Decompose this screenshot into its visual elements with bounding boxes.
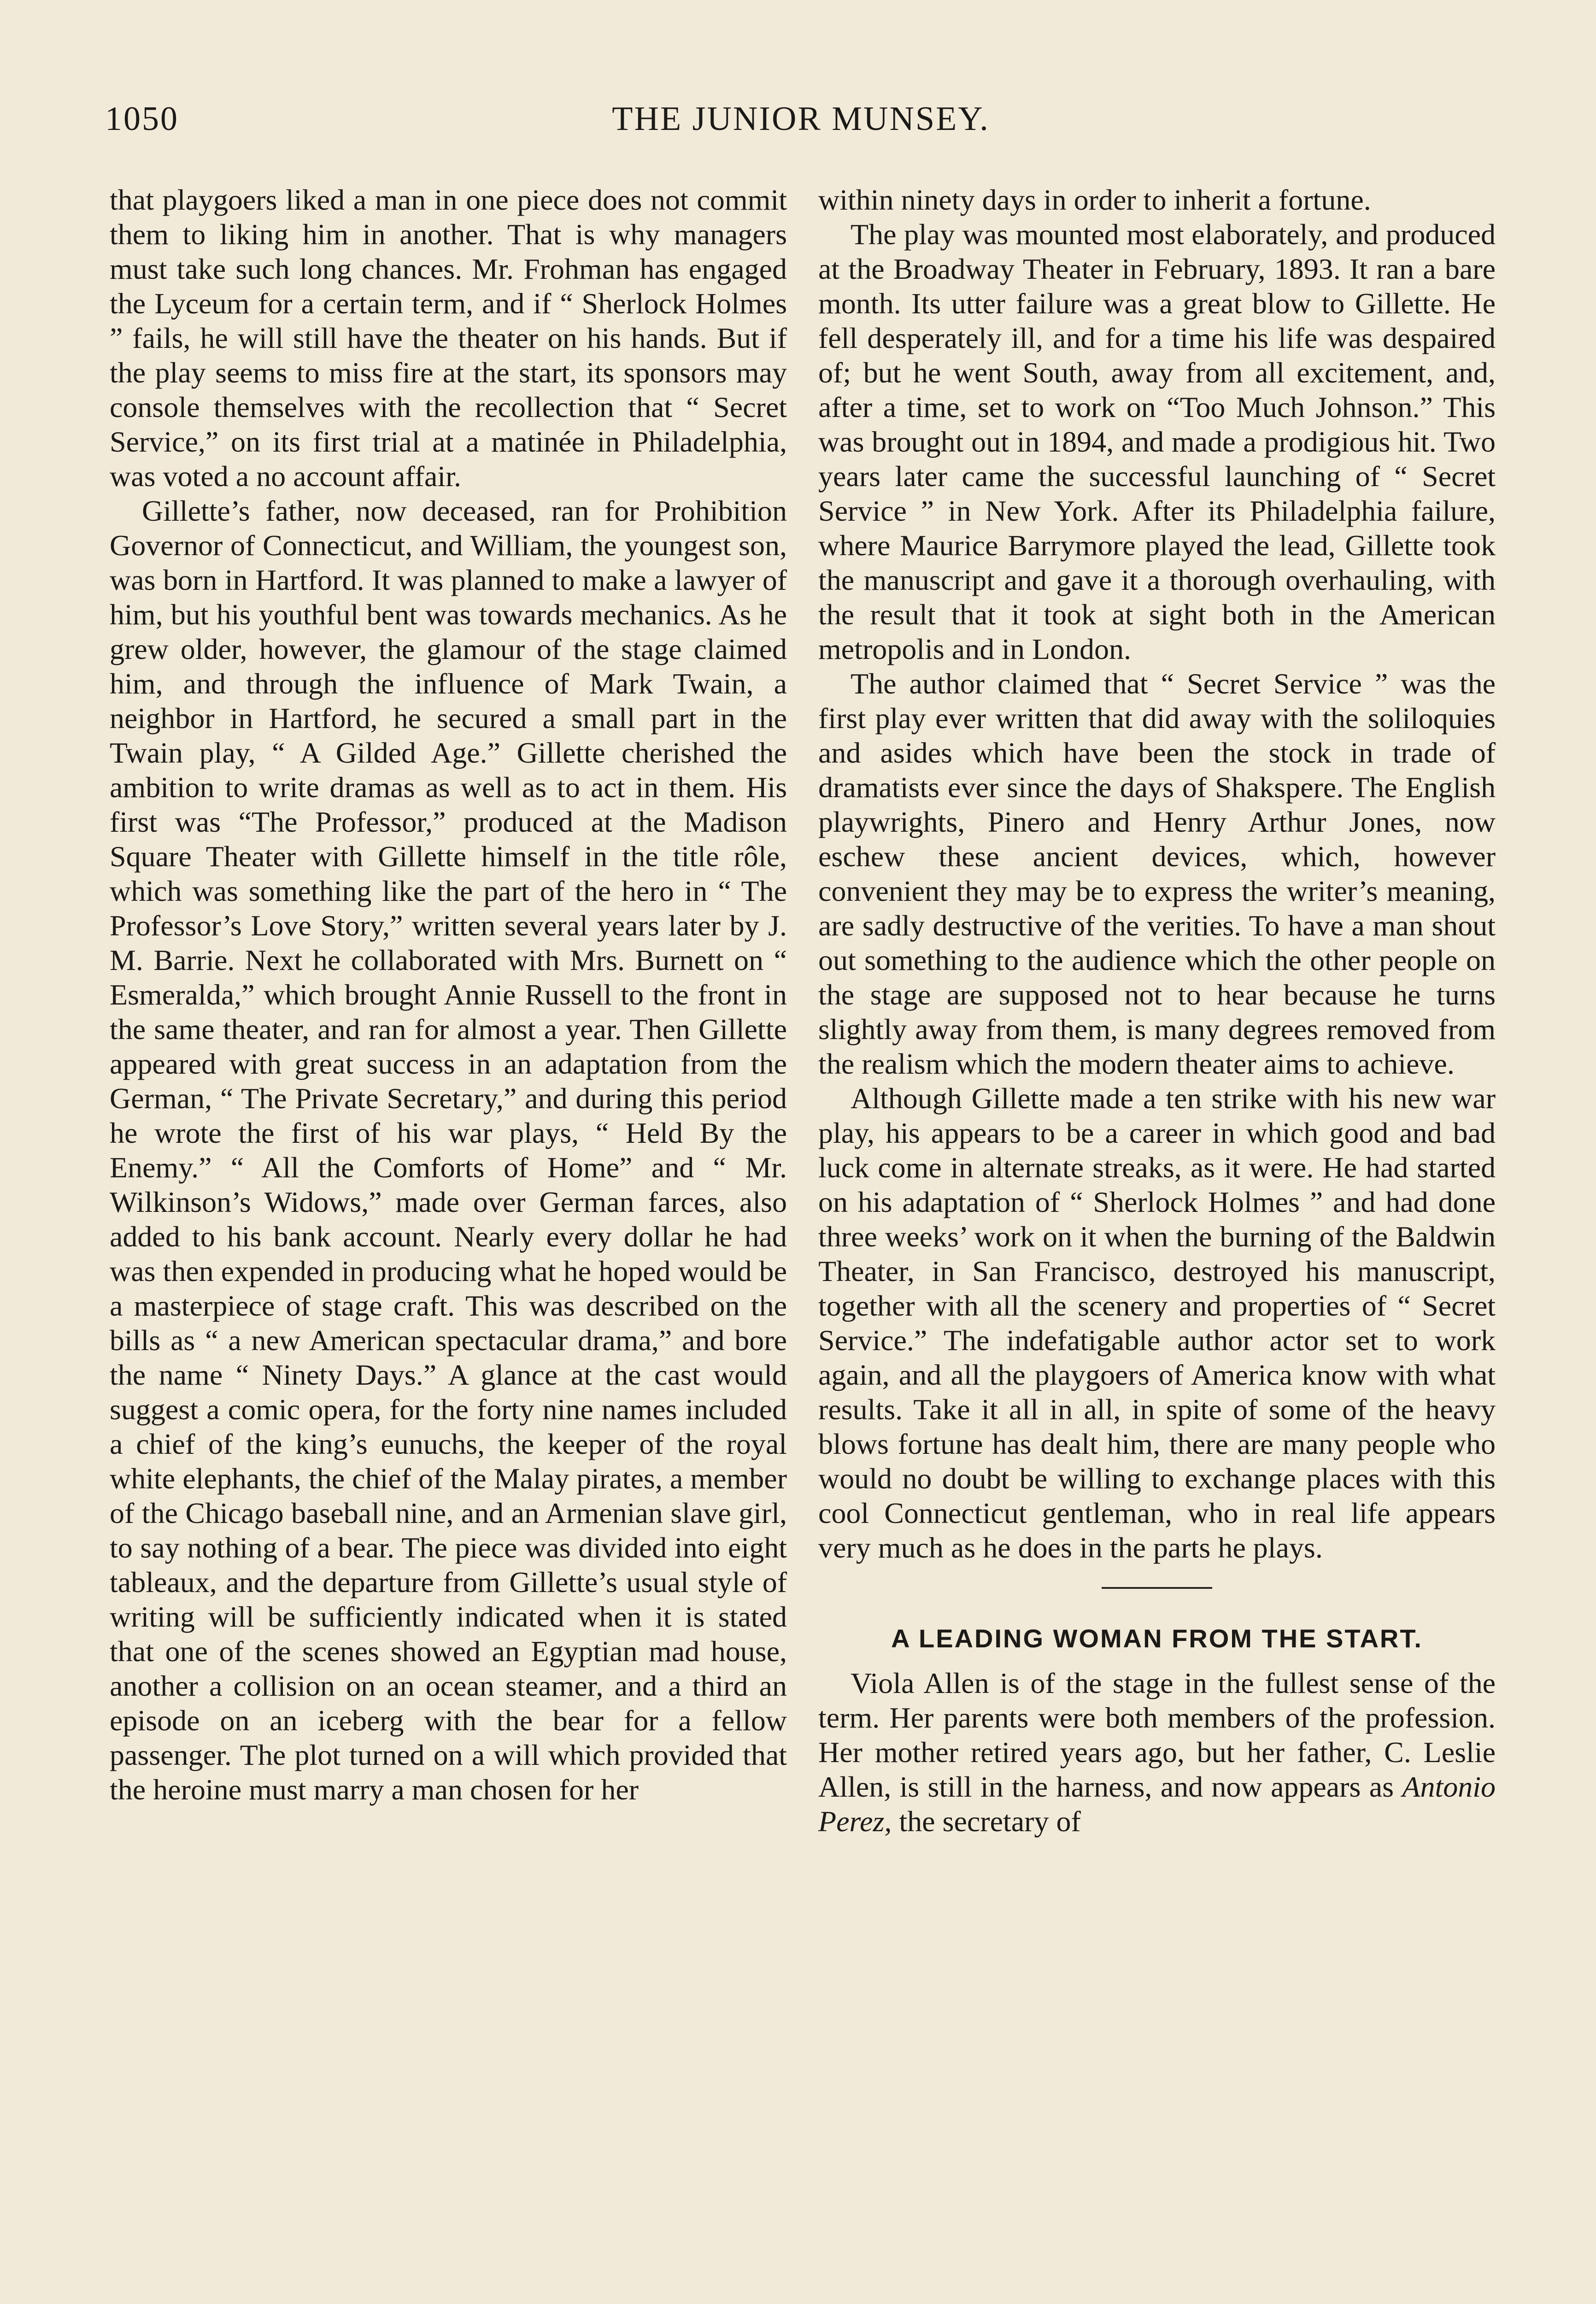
- body-paragraph: Although Gillette made a ten strike with his new war play, his appears to be a career in which good and bad luck come in alternate streaks, as it were. He had started on his adaptation of “ Sherlock Holmes ” and had done three weeks’ work on it when the burning of the Baldwin Theater, in San Francisco, destroyed his manuscript, together with all the scenery and properties of “ Secret Service.” The indefatigable author actor set to work again, and all the playgoers of America know with what results. Take it all in all, in spite of some of the heavy blows fortune has dealt him, there are many people who would no doubt be willing to exchange places with this cool Connecticut gentleman, who in real life appears very much as he does in the parts he plays.: [818, 1082, 1496, 1564]
- body-paragraph: Gillette’s father, now deceased, ran for Prohibition Governor of Connecticut, and William, the youngest son, was born in Hartford. It was planned to make a lawyer of him, but his youthful bent was towards mechanics. As he grew older, however, the glamour of the stage claimed him, and through the influence of Mark Twain, a neighbor in Hartford, he secured a small part in the Twain play, “ A Gilded Age.” Gillette cherished the ambition to write dramas as well as to act in them. His first was “The Professor,” produced at the Madison Square Theater with Gillette himself in the title rôle, which was something like the part of the hero in “ The Professor’s Love Story,” written several years later by J. M. Barrie. Next he collaborated with Mrs. Burnett on “ Esmeralda,” which brought Annie Russell to the front in the same theater, and ran for almost a year. Then Gillette appeared with great success in an adaptation from the German, “ The Private Secretary,” and during this period he wrote the first of his war plays, “ Held By the Enemy.” “ All the Comforts of Home” and “ Mr. Wilkinson’s Widows,” made over German farces, also added to his bank account. Nearly every dollar he had was then expended in producing what he hoped would be a masterpiece of stage craft. This was described on the bills as “ a new American spectacular drama,” and bore the name “ Ninety Days.” A glance at the cast would suggest a comic opera, for the forty nine names included a chief of the king’s eunuchs, the keeper of the royal white elephants, the chief of the Malay pirates, a member of the Chicago baseball nine, and an Armenian slave girl, to say nothing of a bear. The piece was divided into eight tableaux, and the departure from Gillette’s usual style of writing will be sufficiently indicated when it is stated that one of the scenes showed an Egyptian mad house, another a collision on an ocean steamer, and a third an episode on an iceberg with the bear for a fellow passenger. The plot turned on a will which provided that the heroine must marry a man chosen for her: [110, 494, 787, 1806]
- section-paragraph: [818, 1666, 1496, 1839]
- section-text-start: Viola Allen is of the stage in the fullest sense of the term. Her parents were both members of the profession. Her mother retired years ago, but her father, C. Leslie Allen, is still in the harness, and now appears as: [818, 1667, 1496, 1803]
- page-header: [105, 100, 1496, 150]
- left-column: [110, 182, 787, 1807]
- section-divider: [1102, 1587, 1212, 1589]
- body-paragraph: The author claimed that “ Secret Service ” was the first play ever written that did away with the soliloquies and asides which have been the stock in trade of dramatists ever since the days of Shakspere. The English playwrights, Pinero and Henry Arthur Jones, now eschew these ancient devices, which, however convenient they may be to express the writer’s meaning, are sadly destructive of the verities. To have a man shout out something to the audience which the other people on the stage are supposed not to hear because he turns slightly away from them, is many degrees removed from the realism which the modern theater aims to achieve.: [818, 667, 1496, 1080]
- body-paragraph: within ninety days in order to inherit a fortune.: [818, 183, 1371, 216]
- running-head: THE JUNIOR MUNSEY.: [612, 100, 990, 138]
- page-number: 1050: [105, 100, 179, 138]
- character-name: Antonio Perez,: [818, 1770, 1496, 1838]
- section-text-end: the secretary of: [892, 1805, 1081, 1838]
- section-heading: A LEADING WOMAN FROM THE START.: [891, 1624, 1423, 1653]
- right-column: [818, 182, 1496, 1839]
- body-paragraph: that playgoers liked a man in one piece does not commit them to liking him in another. That is why managers must take such long chances. Mr. Frohman has engaged the Lyceum for a certain term, and if “ Sherlock Holmes ” fails, he will still have the theater on his hands. But if the play seems to miss fire at the start, its sponsors may console themselves with the recollection that “ Secret Service,” on its first trial at a matinée in Philadelphia, was voted a no account affair.: [110, 183, 787, 493]
- body-paragraph: The play was mounted most elaborately, and produced at the Broadway Theater in February, 1893. It ran a bare month. Its utter failure was a great blow to Gillette. He fell desperately ill, and for a time his life was despaired of; but he went South, away from all excitement, and, after a time, set to work on “Too Much Johnson.” This was brought out in 1894, and made a prodigious hit. Two years later came the successful launching of “ Secret Service ” in New York. After its Philadelphia failure, where Maurice Barrymore played the lead, Gillette took the manuscript and gave it a thorough overhauling, with the result that it took at sight both in the American metropolis and in London.: [818, 218, 1496, 665]
